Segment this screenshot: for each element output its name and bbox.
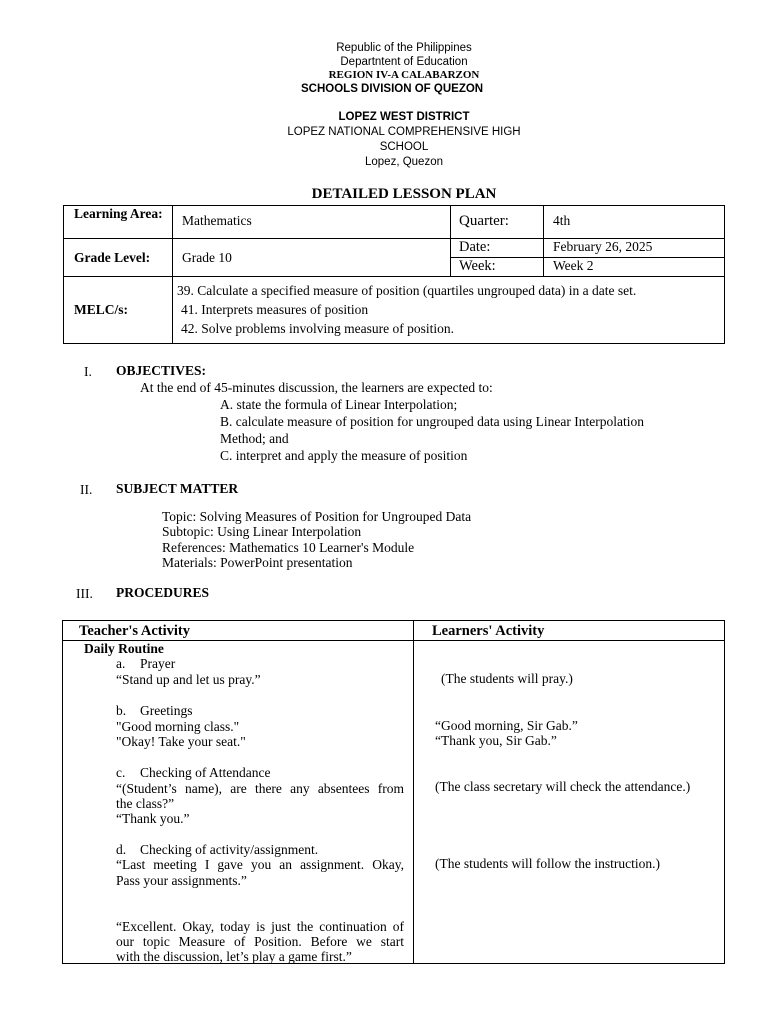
header-school-line1: LOPEZ NATIONAL COMPREHENSIVE HIGH (287, 126, 521, 138)
melc-label-cell (64, 277, 173, 344)
week-value: Week 2 (553, 258, 594, 273)
objectives-intro: At the end of 45-minutes discussion, the learners are expected to: (140, 380, 493, 395)
attend-teacher-line3: “Thank you.” (116, 811, 190, 826)
date-label: Date: (459, 239, 491, 255)
assign-teacher-line1: “Last meeting I gave you an assignment. Okay, (116, 857, 404, 872)
routine-label-d: d. (116, 842, 127, 857)
subject-subtopic: Subtopic: Using Linear Interpolation (162, 524, 362, 539)
melc-item: 42. Solve problems involving measure of position. (181, 321, 454, 336)
week-value-cell (544, 258, 725, 277)
grade-level-label: Grade Level: (74, 249, 151, 265)
date-value-cell (544, 239, 725, 258)
melc-item: 41. Interprets measures of position (181, 302, 369, 317)
document-title: DETAILED LESSON PLAN (311, 186, 497, 202)
procedures-heading: PROCEDURES (116, 585, 210, 600)
quarter-label: Quarter: (459, 213, 509, 229)
greet-learners-line1: “Good morning, Sir Gab.” (435, 718, 578, 733)
routine-title-greetings: Greetings (140, 703, 193, 718)
header-region: REGION IV-A CALABARZON (328, 69, 480, 81)
subject-topic: Topic: Solving Measures of Position for Ungrouped Data (162, 509, 472, 524)
quarter-value: 4th (553, 213, 571, 228)
objectives-heading: OBJECTIVES: (116, 363, 207, 378)
objective-item-b-cont: Method; and (220, 431, 289, 446)
subject-matter-numeral: II. (80, 482, 93, 497)
routine-label-a: a. (116, 656, 126, 671)
procedures-table (62, 620, 725, 964)
header-school-line2: SCHOOL (379, 141, 429, 153)
assign-teacher-line2: Pass your assignments.” (116, 873, 247, 888)
melc-label: MELC/s: (74, 302, 128, 317)
greet-teacher-line1: "Good morning class." (116, 719, 240, 734)
melc-item: 39. Calculate a specified measure of position (quartiles ungrouped data) in a date set. (177, 283, 637, 298)
routine-label-c: c. (116, 765, 126, 780)
grade-value-cell (173, 239, 451, 277)
greet-teacher-line2: "Okay! Take your seat." (116, 734, 246, 749)
closing-line1: “Excellent. Okay, today is just the continuation of (116, 919, 404, 934)
melc-items-cell (173, 277, 725, 344)
objective-item-a: A. state the formula of Linear Interpolation; (220, 397, 458, 412)
subject-references: References: Mathematics 10 Learner's Module (162, 540, 415, 555)
header-republic: Republic of the Philippines (336, 42, 472, 54)
grade-label-cell (64, 239, 173, 277)
greet-learners-line2: “Thank you, Sir Gab.” (435, 733, 557, 748)
closing-line3: with the discussion, let’s play a game first.” (116, 949, 352, 964)
learners-activity-header-cell (414, 621, 725, 641)
header-division: SCHOOLS DIVISION OF QUEZON (301, 83, 484, 95)
routine-title-prayer: Prayer (140, 656, 176, 671)
routine-title-attendance: Checking of Attendance (140, 765, 271, 780)
subject-matter-heading: SUBJECT MATTER (116, 481, 239, 496)
attend-teacher-line2: the class?” (116, 796, 175, 811)
learning-area-value-cell (173, 206, 451, 239)
learning-area-label-cell (64, 206, 173, 239)
lesson-info-table (63, 205, 725, 344)
quarter-value-cell (544, 206, 725, 239)
header-department: Departntent of Education (340, 56, 468, 68)
closing-line2: our topic Measure of Position. Before we start (116, 934, 404, 949)
objective-item-c: C. interpret and apply the measure of position (220, 448, 468, 463)
teacher-activity-header-cell (63, 621, 414, 641)
attend-learners-line: (The class secretary will check the attendance.) (435, 779, 691, 794)
subject-materials: Materials: PowerPoint presentation (162, 555, 353, 570)
week-label: Week: (459, 258, 496, 274)
routine-label-b: b. (116, 703, 127, 718)
daily-routine-heading: Daily Routine (84, 641, 164, 656)
prayer-learners-line: (The students will pray.) (441, 671, 573, 686)
prayer-teacher-line: “Stand up and let us pray.” (116, 672, 261, 687)
objectives-numeral: I. (84, 364, 92, 379)
date-label-cell (451, 239, 544, 258)
header-district: LOPEZ WEST DISTRICT (338, 111, 470, 123)
grade-level-value: Grade 10 (182, 249, 232, 265)
routine-title-assignment: Checking of activity/assignment. (140, 842, 319, 857)
objective-item-b: B. calculate measure of position for ungrouped data using Linear Interpolation (220, 414, 644, 429)
date-value: February 26, 2025 (553, 239, 653, 254)
attend-teacher-line1: “(Student’s name), are there any absentees from (116, 781, 404, 796)
learning-area-label: Learning Area: (74, 206, 163, 221)
header-location: Lopez, Quezon (364, 156, 443, 168)
learners-activity-header: Learners' Activity (432, 623, 545, 639)
learners-activity-cell (414, 641, 725, 964)
teacher-activity-cell (63, 641, 414, 964)
procedures-numeral: III. (76, 586, 93, 601)
teacher-activity-header: Teacher's Activity (79, 623, 191, 639)
assign-learners-line: (The students will follow the instruction.) (435, 856, 660, 871)
learning-area-value: Mathematics (182, 213, 252, 228)
quarter-label-cell (451, 206, 544, 239)
week-label-cell (451, 258, 544, 277)
